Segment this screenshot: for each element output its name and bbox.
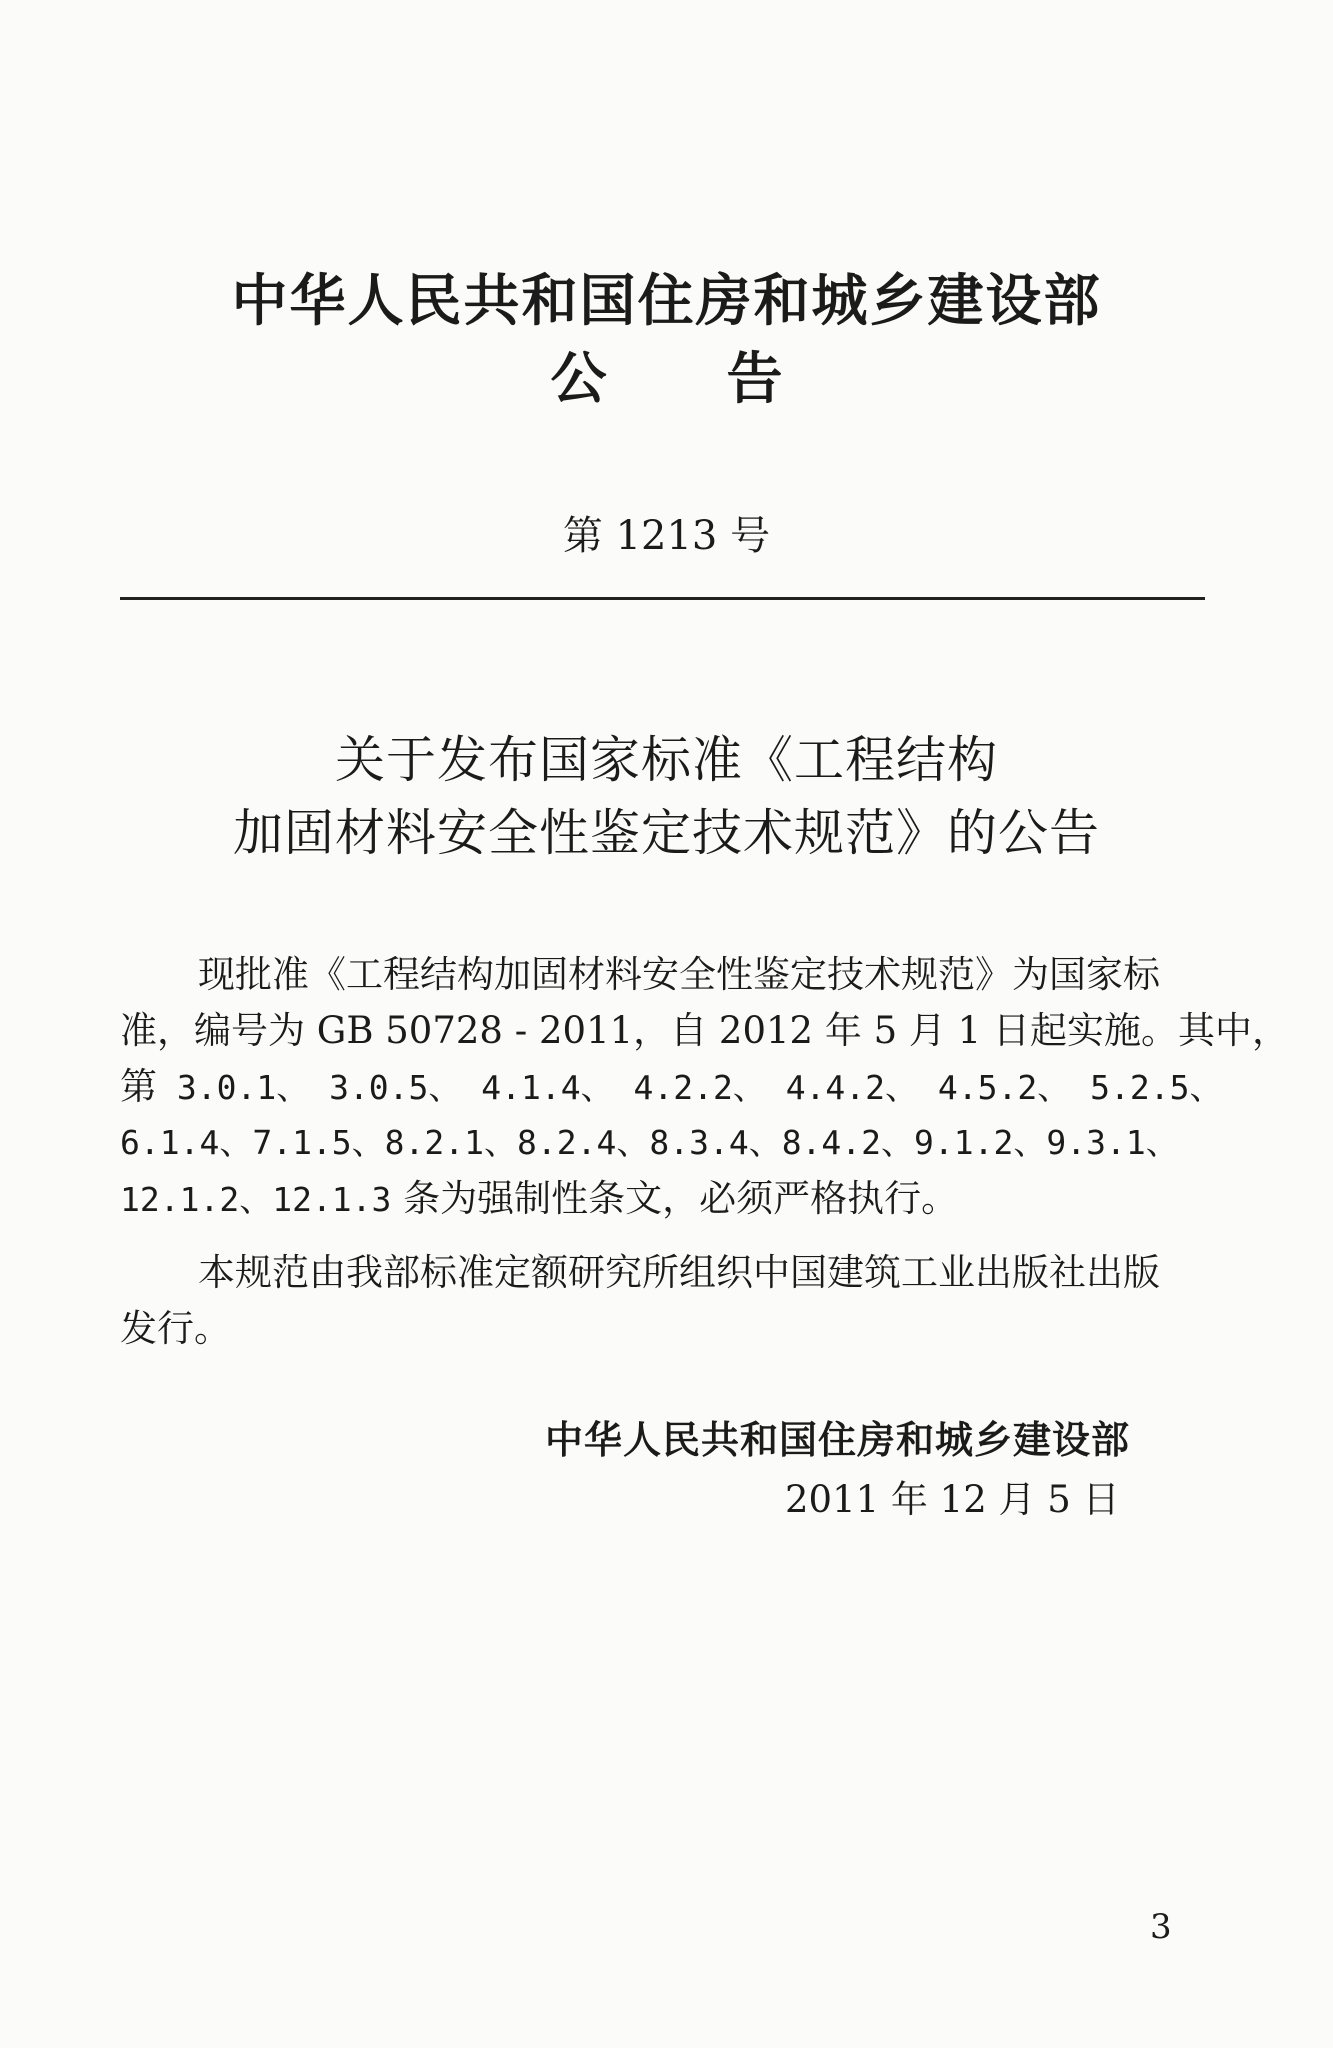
clause-list-3: 12.1.2、12.1.3 bbox=[120, 1180, 392, 1219]
signature-issuer: 中华人民共和国住房和城乡建设部 bbox=[545, 1418, 1131, 1462]
page-number: 3 bbox=[1150, 1907, 1172, 1947]
body-paragraph-2-line-1: 本规范由我部标准定额研究所组织中国建筑工业出版社出版 bbox=[198, 1251, 1160, 1294]
issuer-heading: 中华人民共和国住房和城乡建设部 bbox=[231, 269, 1102, 334]
body-paragraph-1-line-2: 准，编号为 GB 50728 - 2011，自 2012 年 5 月 1 日起实施。其中， bbox=[120, 1009, 1289, 1052]
header-divider bbox=[120, 597, 1205, 600]
issue-date: 2011 年 12 月 5 日 bbox=[785, 1478, 1120, 1521]
body-paragraph-2-line-2: 发行。 bbox=[120, 1307, 231, 1350]
clause-list-1: 3.0.1、 3.0.5、 4.1.4、 4.2.2、 4.4.2、 4.5.2、 5.2.5、 bbox=[157, 1068, 1223, 1107]
body-paragraph-1-line-3 bbox=[120, 1058, 1222, 1117]
document-number: 第 1213 号 bbox=[562, 513, 771, 559]
notice-title-line-2: 加固材料安全性鉴定技术规范》的公告 bbox=[233, 804, 1100, 862]
clause-list-2: 6.1.4、7.1.5、8.2.1、8.2.4、8.3.4、8.4.2、9.1.2、9.3.1、 bbox=[120, 1123, 1179, 1162]
notice-title-line-1: 关于发布国家标准《工程结构 bbox=[335, 731, 998, 789]
clause-prefix: 第 bbox=[120, 1065, 157, 1108]
body-paragraph-1-line-5 bbox=[120, 1170, 958, 1229]
mandatory-clause-note: 条为强制性条文，必须严格执行。 bbox=[391, 1177, 959, 1220]
document-type-heading: 公告 bbox=[550, 347, 903, 412]
body-paragraph-1-line-1: 现批准《工程结构加固材料安全性鉴定技术规范》为国家标 bbox=[198, 953, 1160, 996]
